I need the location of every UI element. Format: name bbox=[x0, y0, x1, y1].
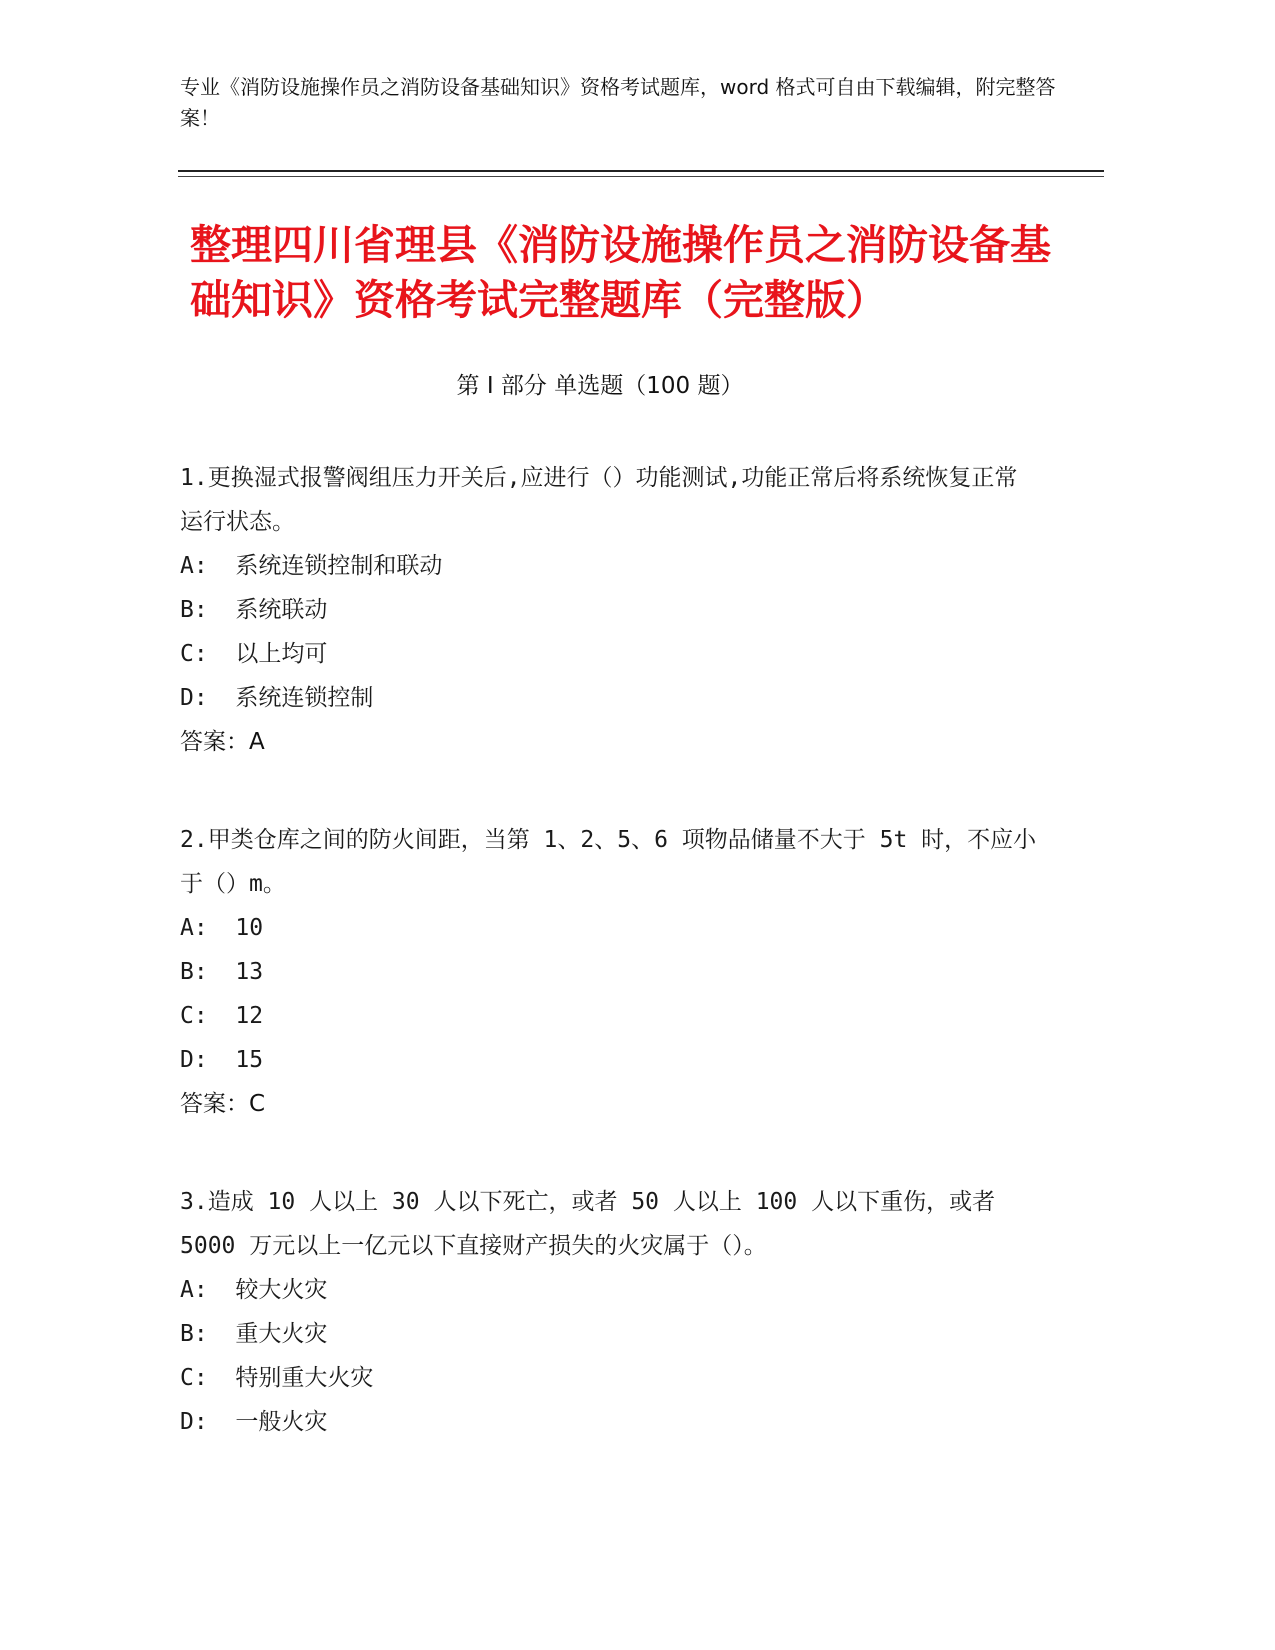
option-c: C: 以上均可 bbox=[180, 641, 328, 667]
document-header-note: 专业《消防设施操作员之消防设备基础知识》资格考试题库，word 格式可自由下载编辑，附完整答案！ bbox=[180, 75, 1056, 130]
header-divider-thick bbox=[178, 170, 1104, 172]
option-c: C: 12 bbox=[180, 1003, 264, 1029]
option-d: D: 系统连锁控制 bbox=[180, 685, 374, 711]
question-text: 2.甲类仓库之间的防火间距，当第 1、2、5、6 项物品储量不大于 5t 时，不应小于（）m。 bbox=[180, 827, 1037, 897]
option-d: D: 15 bbox=[180, 1047, 264, 1073]
question-3 bbox=[180, 1180, 1040, 1444]
option-b: B: 重大火灾 bbox=[180, 1321, 328, 1347]
option-b: B: 13 bbox=[180, 959, 264, 985]
option-b: B: 系统联动 bbox=[180, 597, 328, 623]
option-c: C: 特别重大火灾 bbox=[180, 1365, 374, 1391]
section-heading: 第 I 部分 单选题（100 题） bbox=[456, 373, 744, 399]
option-a: A: 10 bbox=[180, 915, 264, 941]
option-d: D: 一般火灾 bbox=[180, 1409, 328, 1435]
option-a: A: 较大火灾 bbox=[180, 1277, 328, 1303]
option-a: A: 系统连锁控制和联动 bbox=[180, 553, 443, 579]
header-divider-thin bbox=[178, 176, 1104, 177]
question-list bbox=[180, 456, 1040, 1498]
answer: 答案：A bbox=[180, 729, 265, 755]
question-2 bbox=[180, 818, 1040, 1126]
question-text: 1.更换湿式报警阀组压力开关后,应进行（）功能测试,功能正常后将系统恢复正常运行状态。 bbox=[180, 465, 1018, 535]
question-text: 3.造成 10 人以上 30 人以下死亡，或者 50 人以上 100 人以下重伤，或者 5000 万元以上一亿元以下直接财产损失的火灾属于（）。 bbox=[180, 1189, 996, 1259]
question-1 bbox=[180, 456, 1040, 764]
document-title: 整理四川省理县《消防设施操作员之消防设备基础知识》资格考试完整题库（完整版） bbox=[190, 221, 1051, 324]
answer: 答案：C bbox=[180, 1091, 266, 1117]
